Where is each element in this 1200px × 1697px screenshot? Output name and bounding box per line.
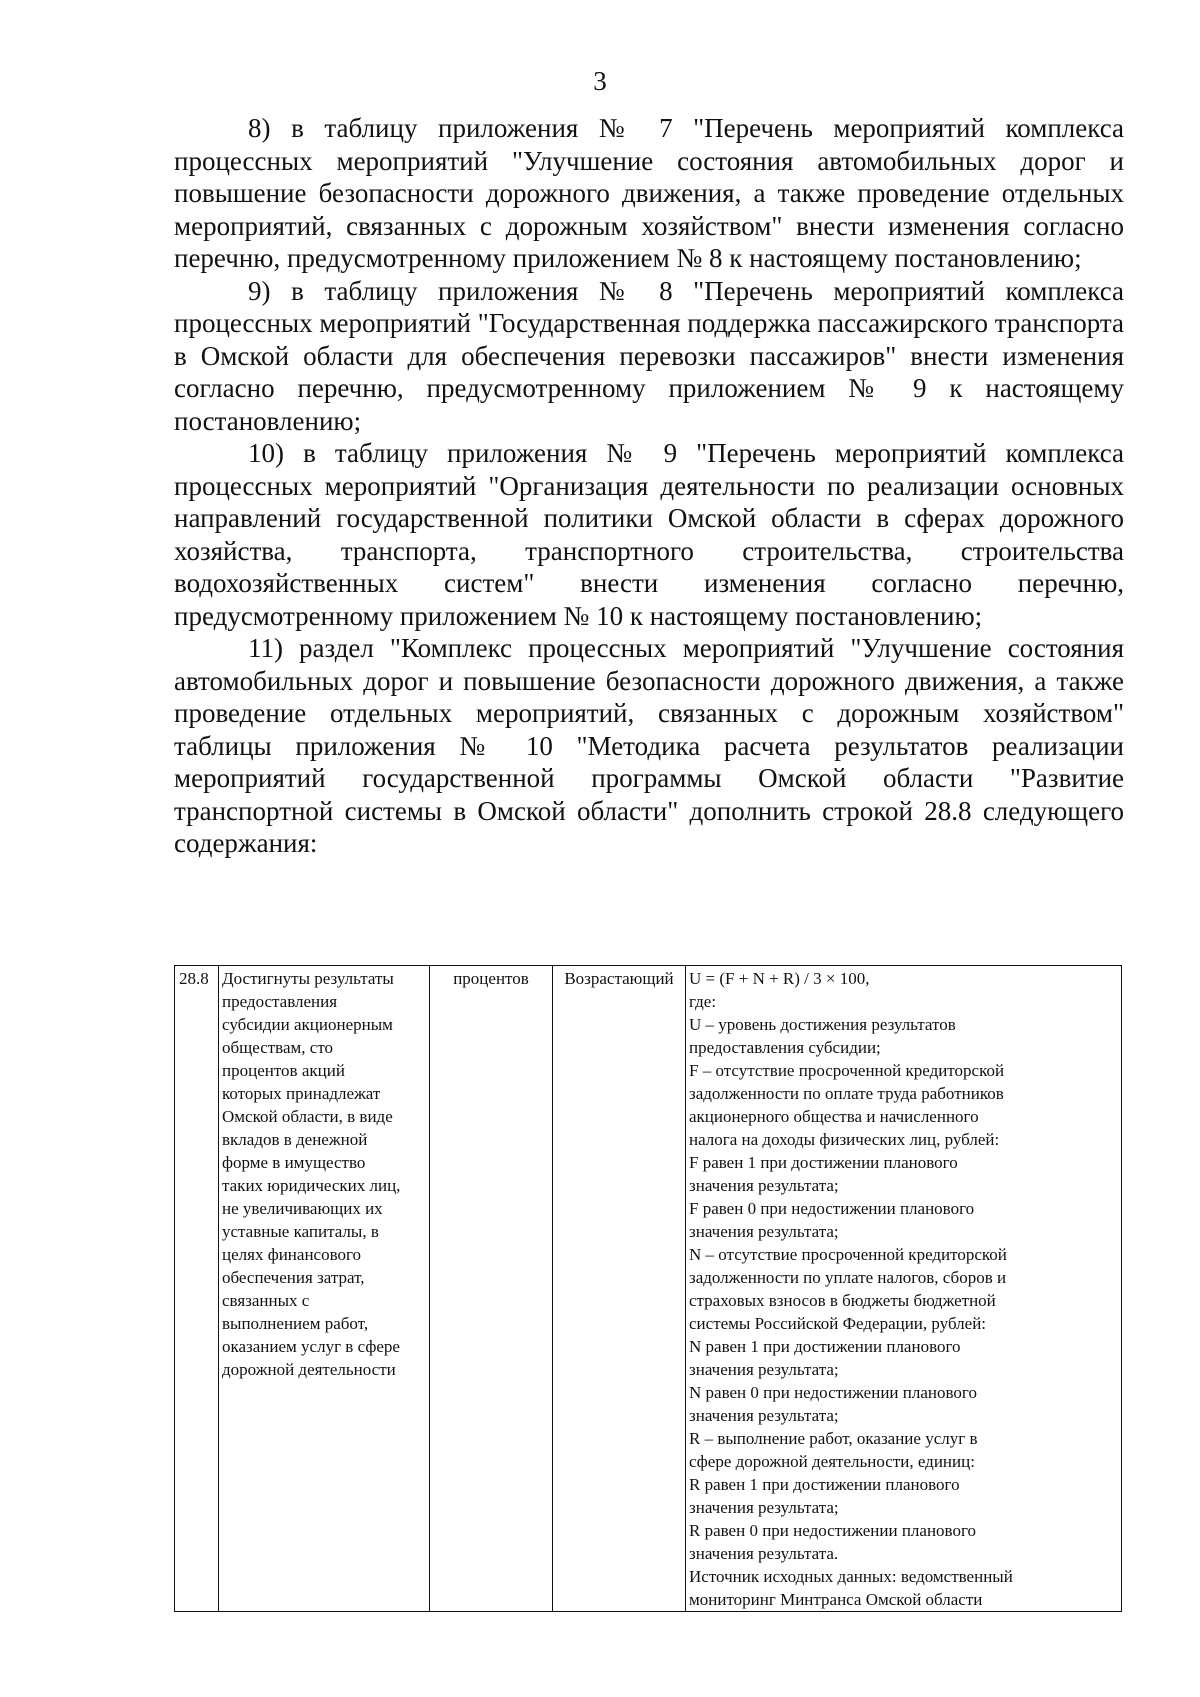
- method-line: где:: [689, 992, 717, 1011]
- direction-cell: Возрастающий: [553, 966, 686, 1612]
- document-body: [174, 112, 1124, 860]
- method-line: задолженности по оплате труда работников: [689, 1084, 1004, 1103]
- description-line: уставные капиталы, в: [222, 1222, 379, 1241]
- description-line: предоставления: [222, 992, 338, 1011]
- row-number-cell: 28.8: [175, 966, 219, 1612]
- description-line: форме в имущество: [222, 1153, 366, 1172]
- method-line: задолженности по уплате налогов, сборов и: [689, 1268, 1007, 1287]
- method-line: Источник исходных данных: ведомственный: [689, 1567, 1013, 1586]
- description-line: процентов акций: [222, 1061, 345, 1080]
- page-number: 3: [593, 66, 607, 96]
- method-line: R – выполнение работ, оказание услуг в: [689, 1429, 978, 1448]
- description-line: Достигнуты результаты: [222, 969, 394, 988]
- method-line: N – отсутствие просроченной кредиторской: [689, 1245, 1007, 1264]
- method-line: акционерного общества и начисленного: [689, 1107, 979, 1126]
- method-line: страховых взносов в бюджеты бюджетной: [689, 1291, 996, 1310]
- description-line: Омской области, в виде: [222, 1107, 393, 1126]
- method-line: значения результата.: [689, 1544, 839, 1563]
- method-line: значения результата;: [689, 1498, 839, 1517]
- method-line: R равен 0 при недостижении планового: [689, 1521, 977, 1540]
- result-description-cell: [219, 966, 430, 1612]
- method-line: R равен 1 при достижении планового: [689, 1475, 960, 1494]
- description-line: выполнением работ,: [222, 1314, 369, 1333]
- methodology-table: [174, 965, 1122, 1612]
- description-line: не увеличивающих их: [222, 1199, 383, 1218]
- method-line: значения результата;: [689, 1222, 839, 1241]
- method-line: N равен 1 при достижении планового: [689, 1337, 961, 1356]
- description-line: таких юридических лиц,: [222, 1176, 401, 1195]
- method-line: F – отсутствие просроченной кредиторской: [689, 1061, 1005, 1080]
- method-line: сфере дорожной деятельности, единиц:: [689, 1452, 975, 1471]
- paragraph-item-9: 9) в таблицу приложения № 8 "Перечень мероприятий комплекса процессных мероприятий "Государственная поддержка пассажирского транспорта в Омской области для обеспечения перевозки пассажиров" внести изменения согласно перечню, предусмотренному приложением № 9 к настоящему постановлению;: [174, 275, 1124, 436]
- paragraph-item-10: 10) в таблицу приложения № 9 "Перечень мероприятий комплекса процессных мероприятий "Организация деятельности по реализации основных направлений государственной политики Омской области в сферах дорожного хозяйства, транспорта, транспортного строительства, строительства водохозяйственных систем" внести изменения согласно перечню, предусмотренному приложением № 10 к настоящему постановлению;: [174, 438, 1124, 631]
- method-line: системы Российской Федерации, рублей:: [689, 1314, 987, 1333]
- description-line: обществам, сто: [222, 1038, 334, 1057]
- method-line: значения результата;: [689, 1360, 839, 1379]
- method-line: значения результата;: [689, 1176, 839, 1195]
- description-line: целях финансового: [222, 1245, 362, 1264]
- description-line: вкладов в денежной: [222, 1130, 368, 1149]
- method-line: N равен 0 при недостижении планового: [689, 1383, 977, 1402]
- method-line: значения результата;: [689, 1406, 839, 1425]
- paragraph-item-11: 11) раздел "Комплекс процессных мероприятий "Улучшение состояния автомобильных дорог и повышение безопасности дорожного движения, а также проведение отдельных мероприятий, связанных с дорожным хозяйством" таблицы приложения № 10 "Методика расчета результатов реализации мероприятий государственной программы Омской области "Развитие транспортной системы в Омской области" дополнить строкой 28.8 следующего содержания:: [174, 633, 1124, 858]
- method-line: F равен 0 при недостижении планового: [689, 1199, 975, 1218]
- method-line: F равен 1 при достижении планового: [689, 1153, 958, 1172]
- paragraph-item-8: 8) в таблицу приложения № 7 "Перечень мероприятий комплекса процессных мероприятий "Улучшение состояния автомобильных дорог и повышение безопасности дорожного движения, а также проведение отдельных мероприятий, связанных с дорожным хозяйством" внести изменения согласно перечню, предусмотренному приложением № 8 к настоящему постановлению;: [174, 113, 1124, 273]
- description-line: связанных с: [222, 1291, 310, 1310]
- table-row: [175, 966, 1122, 1612]
- description-line: субсидии акционерным: [222, 1015, 393, 1034]
- method-line: предоставления субсидии;: [689, 1038, 881, 1057]
- unit-cell: процентов: [430, 966, 553, 1612]
- method-line: налога на доходы физических лиц, рублей:: [689, 1130, 1000, 1149]
- description-line: оказанием услуг в сфере: [222, 1337, 400, 1356]
- formula: U = (F + N + R) / 3 × 100,: [689, 969, 870, 988]
- description-line: дорожной деятельности: [222, 1360, 396, 1379]
- method-line: U – уровень достижения результатов: [689, 1015, 956, 1034]
- description-line: обеспечения затрат,: [222, 1268, 365, 1287]
- calculation-method-cell: [686, 966, 1122, 1612]
- method-line: мониторинг Минтранса Омской области: [689, 1590, 983, 1609]
- description-line: которых принадлежат: [222, 1084, 381, 1103]
